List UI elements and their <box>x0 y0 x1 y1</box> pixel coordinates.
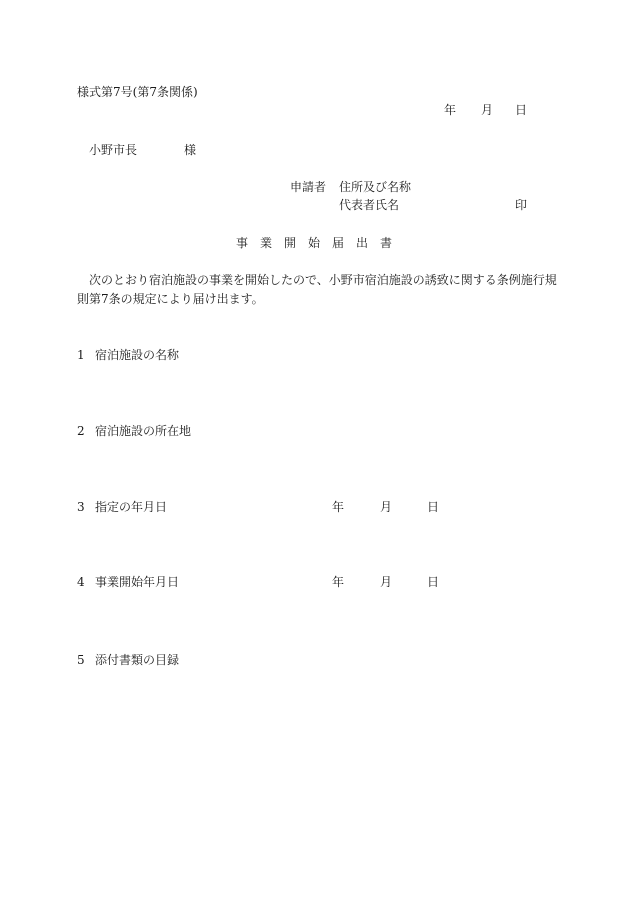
item-number: 1 <box>77 348 85 362</box>
applicant-label: 申請者 <box>290 180 327 194</box>
applicant-rep-label: 代表者氏名 <box>339 198 400 212</box>
document-title <box>236 237 404 249</box>
header-date-month: 月 <box>481 103 494 117</box>
start-date-day: 日 <box>427 575 440 589</box>
title-char: 業 <box>260 236 273 250</box>
title-char: 開 <box>284 236 297 250</box>
designation-date-month: 月 <box>380 500 393 514</box>
applicant-address-label: 住所及び名称 <box>339 180 412 194</box>
addressee-honorific: 様 <box>184 143 197 157</box>
body-text-line-2: 則第7条の規定により届け出ます。 <box>77 292 264 306</box>
item-label-facility-name: 宿泊施設の名称 <box>95 348 180 362</box>
title-char: 出 <box>356 236 369 250</box>
item-number: 3 <box>77 500 85 514</box>
title-char: 事 <box>236 236 249 250</box>
title-char: 書 <box>380 236 393 250</box>
item-label-business-start-date: 事業開始年月日 <box>95 575 180 589</box>
item-label-designation-date: 指定の年月日 <box>95 500 168 514</box>
form-number-label: 様式第7号(第7条関係) <box>77 85 198 99</box>
designation-date-day: 日 <box>427 500 440 514</box>
item-number: 5 <box>77 653 85 667</box>
addressee-name: 小野市長 <box>89 143 138 157</box>
item-label-attachments-list: 添付書類の目録 <box>95 653 180 667</box>
item-label-facility-location: 宿泊施設の所在地 <box>95 424 192 438</box>
title-char: 届 <box>332 236 345 250</box>
start-date-year: 年 <box>332 575 345 589</box>
designation-date-year: 年 <box>332 500 345 514</box>
start-date-month: 月 <box>380 575 393 589</box>
item-number: 2 <box>77 424 85 438</box>
body-text-line-1: 次のとおり宿泊施設の事業を開始したので、小野市宿泊施設の誘致に関する条例施行規 <box>89 273 557 287</box>
seal-mark: 印 <box>515 198 528 212</box>
header-date-day: 日 <box>515 103 528 117</box>
header-date-year: 年 <box>444 103 457 117</box>
title-char: 始 <box>308 236 321 250</box>
item-number: 4 <box>77 575 85 589</box>
